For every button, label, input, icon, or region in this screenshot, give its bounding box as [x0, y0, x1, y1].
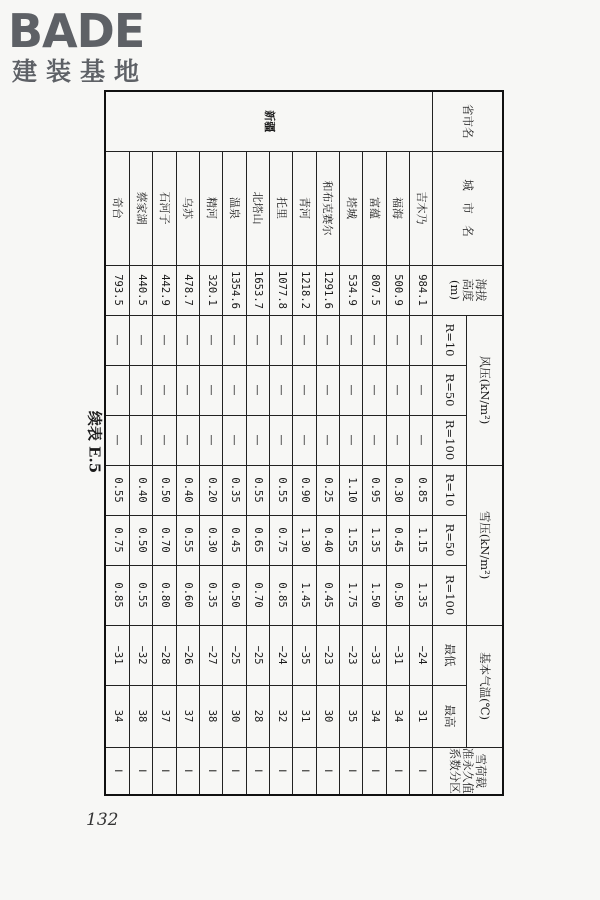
snow-r50-cell: 0.75 — [269, 515, 292, 565]
header-zone-line2: 准永久值 — [461, 747, 476, 794]
zone-cell: Ⅰ — [246, 747, 269, 795]
wind-r50-cell: — — [223, 365, 246, 415]
wind-r50-cell: — — [293, 365, 316, 415]
wind-r50-cell: — — [316, 365, 339, 415]
zone-cell: Ⅰ — [223, 747, 246, 795]
temp-max-cell: 30 — [316, 685, 339, 747]
wind-r100-cell: — — [199, 415, 222, 465]
city-cell: 奇台 — [105, 151, 129, 265]
table-row — [316, 91, 339, 795]
table-row — [129, 91, 152, 795]
snow-r10-cell: 0.25 — [316, 465, 339, 515]
wind-r50-cell: — — [176, 365, 199, 415]
header-wind-r50: R=50 — [433, 365, 467, 415]
elevation-cell: 1077.8 — [269, 265, 292, 315]
header-temp-min: 最低 — [433, 625, 467, 685]
table-row — [293, 91, 316, 795]
elevation-cell: 500.9 — [386, 265, 409, 315]
snow-r50-cell: 0.70 — [153, 515, 176, 565]
logo-tagline: 建装基地 — [12, 57, 149, 86]
temp-max-cell: 34 — [105, 685, 129, 747]
snow-r100-cell: 0.60 — [176, 565, 199, 625]
zone-cell: Ⅰ — [293, 747, 316, 795]
temp-max-cell: 28 — [246, 685, 269, 747]
city-cell: 吉木乃 — [410, 151, 433, 265]
table-row — [199, 91, 222, 795]
zone-cell: Ⅰ — [340, 747, 363, 795]
temp-max-cell: 38 — [199, 685, 222, 747]
city-cell: 北塔山 — [246, 151, 269, 265]
snow-r100-cell: 1.75 — [340, 565, 363, 625]
wind-r100-cell: — — [293, 415, 316, 465]
table-row — [223, 91, 246, 795]
snow-r10-cell: 0.85 — [410, 465, 433, 515]
zone-cell: Ⅰ — [105, 747, 129, 795]
temp-max-cell: 34 — [363, 685, 386, 747]
wind-r10-cell: — — [223, 315, 246, 365]
wind-r10-cell: — — [293, 315, 316, 365]
header-temp-max: 最高 — [433, 685, 467, 747]
temp-min-cell: −31 — [386, 625, 409, 685]
zone-cell: Ⅰ — [316, 747, 339, 795]
table-row — [386, 91, 409, 795]
page-number: 132 — [86, 810, 119, 830]
header-city: 城 市 名 — [433, 151, 503, 265]
city-cell: 和布克赛尔 — [316, 151, 339, 265]
wind-r50-cell: — — [246, 365, 269, 415]
table-row — [246, 91, 269, 795]
wind-r10-cell: — — [386, 315, 409, 365]
snow-r100-cell: 0.35 — [199, 565, 222, 625]
temp-min-cell: −25 — [223, 625, 246, 685]
wind-r100-cell: — — [176, 415, 199, 465]
snow-r50-cell: 0.55 — [176, 515, 199, 565]
snow-r100-cell: 0.50 — [386, 565, 409, 625]
snow-r100-cell: 0.85 — [105, 565, 129, 625]
snow-r50-cell: 0.45 — [386, 515, 409, 565]
wind-r50-cell: — — [129, 365, 152, 415]
elevation-cell: 534.9 — [340, 265, 363, 315]
temp-max-cell: 35 — [340, 685, 363, 747]
brand-logo — [8, 6, 178, 86]
temp-max-cell: 34 — [386, 685, 409, 747]
snow-r10-cell: 1.10 — [340, 465, 363, 515]
table-row — [269, 91, 292, 795]
temp-max-cell: 30 — [223, 685, 246, 747]
data-table — [104, 90, 504, 796]
snow-r10-cell: 0.55 — [269, 465, 292, 515]
city-cell: 蔡家湖 — [129, 151, 152, 265]
snow-r10-cell: 0.50 — [153, 465, 176, 515]
table-caption-text: 续表 E.5 — [85, 410, 104, 474]
elevation-cell: 1218.2 — [293, 265, 316, 315]
snow-r50-cell: 1.55 — [340, 515, 363, 565]
wind-r100-cell: — — [386, 415, 409, 465]
zone-cell: Ⅰ — [410, 747, 433, 795]
temp-min-cell: −24 — [269, 625, 292, 685]
temp-max-cell: 31 — [410, 685, 433, 747]
snow-r50-cell: 0.40 — [316, 515, 339, 565]
wind-r100-cell: — — [246, 415, 269, 465]
snow-r10-cell: 0.40 — [129, 465, 152, 515]
snow-r100-cell: 1.35 — [410, 565, 433, 625]
elevation-cell: 320.1 — [199, 265, 222, 315]
snow-r50-cell: 1.35 — [363, 515, 386, 565]
header-snow-r50: R=50 — [433, 515, 467, 565]
city-cell: 塔城 — [340, 151, 363, 265]
temp-min-cell: −32 — [129, 625, 152, 685]
elevation-cell: 1291.6 — [316, 265, 339, 315]
temp-max-cell: 32 — [269, 685, 292, 747]
elevation-cell: 440.5 — [129, 265, 152, 315]
snow-r100-cell: 0.80 — [153, 565, 176, 625]
city-cell: 福海 — [386, 151, 409, 265]
elevation-cell: 442.9 — [153, 265, 176, 315]
zone-cell: Ⅰ — [386, 747, 409, 795]
city-cell: 青河 — [293, 151, 316, 265]
wind-r100-cell: — — [269, 415, 292, 465]
wind-r10-cell: — — [340, 315, 363, 365]
snow-r10-cell: 0.35 — [223, 465, 246, 515]
wind-r10-cell: — — [129, 315, 152, 365]
city-cell: 精河 — [199, 151, 222, 265]
snow-r10-cell: 0.55 — [246, 465, 269, 515]
temp-min-cell: −25 — [246, 625, 269, 685]
table-row — [340, 91, 363, 795]
wind-r10-cell: — — [199, 315, 222, 365]
temp-max-cell: 37 — [153, 685, 176, 747]
wind-r50-cell: — — [105, 365, 129, 415]
snow-r50-cell: 0.65 — [246, 515, 269, 565]
wind-r10-cell: — — [410, 315, 433, 365]
header-zone-line1: 雪荷载 — [474, 753, 489, 789]
wind-r50-cell: — — [269, 365, 292, 415]
snow-r10-cell: 0.20 — [199, 465, 222, 515]
snow-r100-cell: 1.50 — [363, 565, 386, 625]
wind-r100-cell: — — [105, 415, 129, 465]
wind-r50-cell: — — [363, 365, 386, 415]
header-snow-r10: R=10 — [433, 465, 467, 515]
city-cell: 乌苏 — [176, 151, 199, 265]
snow-r10-cell: 0.95 — [363, 465, 386, 515]
wind-r100-cell: — — [410, 415, 433, 465]
header-elevation-line2: 高度 — [461, 278, 476, 302]
header-wind-r10: R=10 — [433, 315, 467, 365]
elevation-cell: 984.1 — [410, 265, 433, 315]
table-row — [105, 91, 129, 795]
zone-cell: Ⅰ — [153, 747, 176, 795]
wind-r10-cell: — — [153, 315, 176, 365]
snow-r100-cell: 1.45 — [293, 565, 316, 625]
wind-r100-cell: — — [316, 415, 339, 465]
header-snow: 雪压(kN/m²) — [467, 465, 503, 625]
wind-r100-cell: — — [223, 415, 246, 465]
snow-r100-cell: 0.70 — [246, 565, 269, 625]
temp-min-cell: −23 — [316, 625, 339, 685]
header-province: 省市名 — [433, 91, 503, 151]
elevation-cell: 807.5 — [363, 265, 386, 315]
header-wind: 风压(kN/m²) — [467, 315, 503, 465]
temp-max-cell: 38 — [129, 685, 152, 747]
table-row — [410, 91, 433, 795]
zone-cell: Ⅰ — [363, 747, 386, 795]
snow-r50-cell: 0.50 — [129, 515, 152, 565]
temp-min-cell: −35 — [293, 625, 316, 685]
city-cell: 托里 — [269, 151, 292, 265]
wind-r100-cell: — — [153, 415, 176, 465]
table-container — [104, 90, 504, 796]
logo-wordmark: BADE — [8, 4, 145, 58]
wind-r10-cell: — — [176, 315, 199, 365]
header-elevation — [433, 265, 503, 315]
snow-r100-cell: 0.45 — [316, 565, 339, 625]
temp-max-cell: 37 — [176, 685, 199, 747]
snow-r10-cell: 0.90 — [293, 465, 316, 515]
snow-r50-cell: 1.15 — [410, 515, 433, 565]
temp-min-cell: −28 — [153, 625, 176, 685]
snow-r100-cell: 0.55 — [129, 565, 152, 625]
city-cell: 富蕴 — [363, 151, 386, 265]
zone-cell: Ⅰ — [199, 747, 222, 795]
table-row — [153, 91, 176, 795]
header-temp: 基本气温(℃) — [467, 625, 503, 747]
wind-r10-cell: — — [269, 315, 292, 365]
wind-r50-cell: — — [410, 365, 433, 415]
wind-r10-cell: — — [105, 315, 129, 365]
wind-r50-cell: — — [199, 365, 222, 415]
wind-r50-cell: — — [153, 365, 176, 415]
header-zone-line3: 系数分区 — [448, 747, 463, 794]
wind-r10-cell: — — [246, 315, 269, 365]
wind-r100-cell: — — [363, 415, 386, 465]
wind-r100-cell: — — [340, 415, 363, 465]
snow-r10-cell: 0.40 — [176, 465, 199, 515]
city-cell: 温泉 — [223, 151, 246, 265]
temp-min-cell: −26 — [176, 625, 199, 685]
header-elevation-title: 海拔 — [474, 278, 489, 302]
zone-cell: Ⅰ — [269, 747, 292, 795]
temp-min-cell: −24 — [410, 625, 433, 685]
wind-r10-cell: — — [316, 315, 339, 365]
city-cell: 石河子 — [153, 151, 176, 265]
snow-r50-cell: 1.30 — [293, 515, 316, 565]
wind-r10-cell: — — [363, 315, 386, 365]
header-snow-r100: R=100 — [433, 565, 467, 625]
snow-r100-cell: 0.85 — [269, 565, 292, 625]
header-zone — [433, 747, 503, 795]
header-elevation-unit: (m) — [448, 280, 463, 300]
zone-cell: Ⅰ — [129, 747, 152, 795]
table-row — [363, 91, 386, 795]
elevation-cell: 1354.6 — [223, 265, 246, 315]
snow-r50-cell: 0.75 — [105, 515, 129, 565]
elevation-cell: 1653.7 — [246, 265, 269, 315]
zone-cell: Ⅰ — [176, 747, 199, 795]
temp-max-cell: 31 — [293, 685, 316, 747]
wind-r50-cell: — — [340, 365, 363, 415]
temp-min-cell: −27 — [199, 625, 222, 685]
temp-min-cell: −31 — [105, 625, 129, 685]
temp-min-cell: −33 — [363, 625, 386, 685]
snow-r100-cell: 0.50 — [223, 565, 246, 625]
snow-r10-cell: 0.55 — [105, 465, 129, 515]
wind-r100-cell: — — [129, 415, 152, 465]
temp-min-cell: −23 — [340, 625, 363, 685]
header-wind-r100: R=100 — [433, 415, 467, 465]
elevation-cell: 793.5 — [105, 265, 129, 315]
wind-r50-cell: — — [386, 365, 409, 415]
snow-r10-cell: 0.30 — [386, 465, 409, 515]
province-cell: 新疆 — [105, 91, 433, 151]
elevation-cell: 478.7 — [176, 265, 199, 315]
table-row — [176, 91, 199, 795]
snow-r50-cell: 0.45 — [223, 515, 246, 565]
snow-r50-cell: 0.30 — [199, 515, 222, 565]
